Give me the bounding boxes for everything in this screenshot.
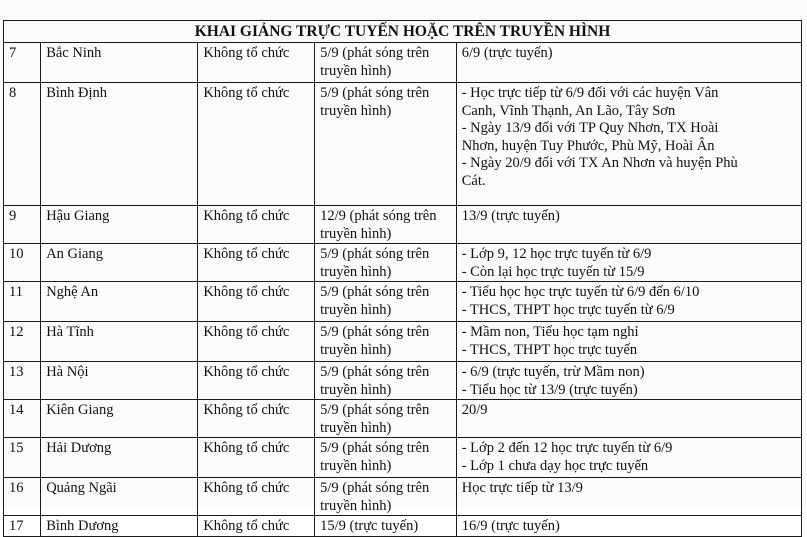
tv-broadcast-line: 5/9 (phát sóng trên: [320, 284, 430, 300]
study-schedule-cell: [456, 478, 801, 516]
row-number-cell: 14: [4, 400, 41, 438]
province-cell: Quảng Ngãi: [41, 478, 198, 516]
school-opening-cell: Không tổ chức: [198, 43, 315, 83]
school-opening-cell: Không tổ chức: [198, 206, 315, 244]
study-schedule-line: - Ngày 13/9 đối với TP Quy Nhơn, TX Hoài: [461, 120, 719, 136]
study-schedule-line: - THCS, THPT học trực tuyến: [461, 341, 638, 358]
tv-broadcast-cell: [315, 400, 457, 438]
study-schedule-line: - Lớp 9, 12 học trực tuyến từ 6/9: [461, 246, 652, 262]
tv-broadcast-line: truyền hình): [320, 457, 392, 474]
tv-broadcast-line: truyền hình): [320, 263, 392, 280]
school-opening-cell: Không tổ chức: [198, 516, 315, 537]
study-schedule-line: - Lớp 1 chưa dạy học trực tuyến: [461, 457, 649, 474]
school-opening-cell: Không tổ chức: [198, 362, 315, 400]
table-row: [4, 83, 802, 206]
study-schedule-line: Nhơn, huyện Tuy Phước, Phù Mỹ, Hoài Ân: [461, 137, 715, 154]
study-schedule-line: 20/9: [461, 402, 488, 418]
study-schedule-cell: [456, 400, 801, 438]
study-schedule-cell: [456, 83, 801, 206]
row-number-cell: 9: [4, 206, 41, 244]
row-number-cell: 10: [4, 244, 41, 282]
province-cell: Hậu Giang: [41, 206, 198, 244]
table-title: KHAI GIẢNG TRỰC TUYẾN HOẶC TRÊN TRUYỀN HÌNH: [4, 21, 802, 43]
row-number-cell: 13: [4, 362, 41, 400]
tv-broadcast-cell: [315, 478, 457, 516]
school-opening-cell: Không tổ chức: [198, 244, 315, 282]
tv-broadcast-line: truyền hình): [320, 225, 392, 242]
tv-broadcast-line: truyền hình): [320, 497, 392, 514]
row-number-cell: 8: [4, 83, 41, 206]
tv-broadcast-cell: [315, 516, 457, 537]
study-schedule-line: - Học trực tiếp từ 6/9 đối với các huyện Vân: [461, 85, 719, 101]
table-row: [4, 244, 802, 282]
study-schedule-line: Học trực tiếp từ 13/9: [461, 480, 583, 496]
row-number-cell: 16: [4, 478, 41, 516]
tv-broadcast-line: truyền hình): [320, 301, 392, 318]
province-cell: Hà Tĩnh: [41, 322, 198, 362]
table-row: [4, 478, 802, 516]
study-schedule-line: - THCS, THPT học trực tuyến từ 6/9: [461, 301, 675, 318]
province-cell: Kiên Giang: [41, 400, 198, 438]
tv-broadcast-line: 5/9 (phát sóng trên: [320, 246, 430, 262]
study-schedule-line: - Ngày 20/9 đối với TX An Nhơn và huyện Phù: [461, 155, 738, 171]
school-opening-cell: Không tổ chức: [198, 400, 315, 438]
study-schedule-cell: [456, 322, 801, 362]
school-opening-cell: Không tổ chức: [198, 438, 315, 478]
school-opening-cell: Không tổ chức: [198, 83, 315, 206]
tv-broadcast-line: truyền hình): [320, 419, 392, 436]
tv-broadcast-line: 5/9 (phát sóng trên: [320, 402, 430, 418]
province-cell: Bình Định: [41, 83, 198, 206]
row-number-cell: 7: [4, 43, 41, 83]
tv-broadcast-cell: [315, 362, 457, 400]
tv-broadcast-line: 5/9 (phát sóng trên: [320, 85, 430, 101]
row-number-cell: 17: [4, 516, 41, 537]
tv-broadcast-line: truyền hình): [320, 102, 392, 119]
study-schedule-line: Canh, Vĩnh Thạnh, An Lão, Tây Sơn: [461, 102, 676, 119]
province-cell: Hải Dương: [41, 438, 198, 478]
study-schedule-cell: [456, 244, 801, 282]
school-opening-cell: Không tổ chức: [198, 322, 315, 362]
table-row: [4, 282, 802, 322]
tv-broadcast-cell: [315, 83, 457, 206]
school-opening-cell: Không tổ chức: [198, 282, 315, 322]
tv-broadcast-line: truyền hình): [320, 381, 392, 398]
tv-broadcast-cell: [315, 282, 457, 322]
tv-broadcast-line: 5/9 (phát sóng trên: [320, 364, 430, 380]
study-schedule-line: - Lớp 2 đến 12 học trực tuyến từ 6/9: [461, 440, 673, 456]
study-schedule-cell: [456, 206, 801, 244]
province-cell: Bắc Ninh: [41, 43, 198, 83]
study-schedule-line: - 6/9 (trực tuyến, trừ Mầm non): [461, 364, 645, 380]
study-schedule-line: - Tiểu học từ 13/9 (trực tuyến): [461, 381, 638, 398]
table-row: [4, 438, 802, 478]
table-row: [4, 322, 802, 362]
province-cell: Bình Dương: [41, 516, 198, 537]
study-schedule-cell: [456, 438, 801, 478]
study-schedule-line: - Mầm non, Tiểu học tạm nghỉ: [461, 324, 639, 340]
tv-broadcast-cell: [315, 43, 457, 83]
tv-broadcast-cell: [315, 206, 457, 244]
tv-broadcast-cell: [315, 438, 457, 478]
table-row: [4, 400, 802, 438]
table-row: [4, 516, 802, 537]
tv-broadcast-line: 15/9 (trực tuyến): [320, 518, 419, 534]
table-row: [4, 362, 802, 400]
study-schedule-cell: [456, 282, 801, 322]
opening-schedule-table: [3, 20, 802, 537]
tv-broadcast-line: 5/9 (phát sóng trên: [320, 324, 430, 340]
province-cell: Hà Nội: [41, 362, 198, 400]
tv-broadcast-line: truyền hình): [320, 62, 392, 79]
row-number-cell: 12: [4, 322, 41, 362]
tv-broadcast-cell: [315, 322, 457, 362]
row-number-cell: 15: [4, 438, 41, 478]
study-schedule-line: 6/9 (trực tuyến): [461, 45, 553, 61]
tv-broadcast-cell: [315, 244, 457, 282]
row-number-cell: 11: [4, 282, 41, 322]
study-schedule-line: - Còn lại học trực tuyến từ 15/9: [461, 263, 645, 280]
table-row: [4, 206, 802, 244]
study-schedule-line: 16/9 (trực tuyến): [461, 518, 560, 534]
province-cell: Nghệ An: [41, 282, 198, 322]
study-schedule-cell: [456, 516, 801, 537]
table-row: [4, 43, 802, 83]
tv-broadcast-line: 12/9 (phát sóng trên: [320, 208, 437, 224]
study-schedule-line: - Tiểu học học trực tuyến từ 6/9 đến 6/10: [461, 284, 700, 300]
tv-broadcast-line: 5/9 (phát sóng trên: [320, 480, 430, 496]
tv-broadcast-line: 5/9 (phát sóng trên: [320, 45, 430, 61]
study-schedule-line: 13/9 (trực tuyến): [461, 208, 560, 224]
tv-broadcast-line: 5/9 (phát sóng trên: [320, 440, 430, 456]
table-title-row: [4, 21, 802, 43]
table-body: [4, 21, 802, 537]
tv-broadcast-line: truyền hình): [320, 341, 392, 358]
study-schedule-cell: [456, 43, 801, 83]
province-cell: An Giang: [41, 244, 198, 282]
study-schedule-line: Cát.: [461, 172, 486, 189]
school-opening-cell: Không tổ chức: [198, 478, 315, 516]
study-schedule-cell: [456, 362, 801, 400]
